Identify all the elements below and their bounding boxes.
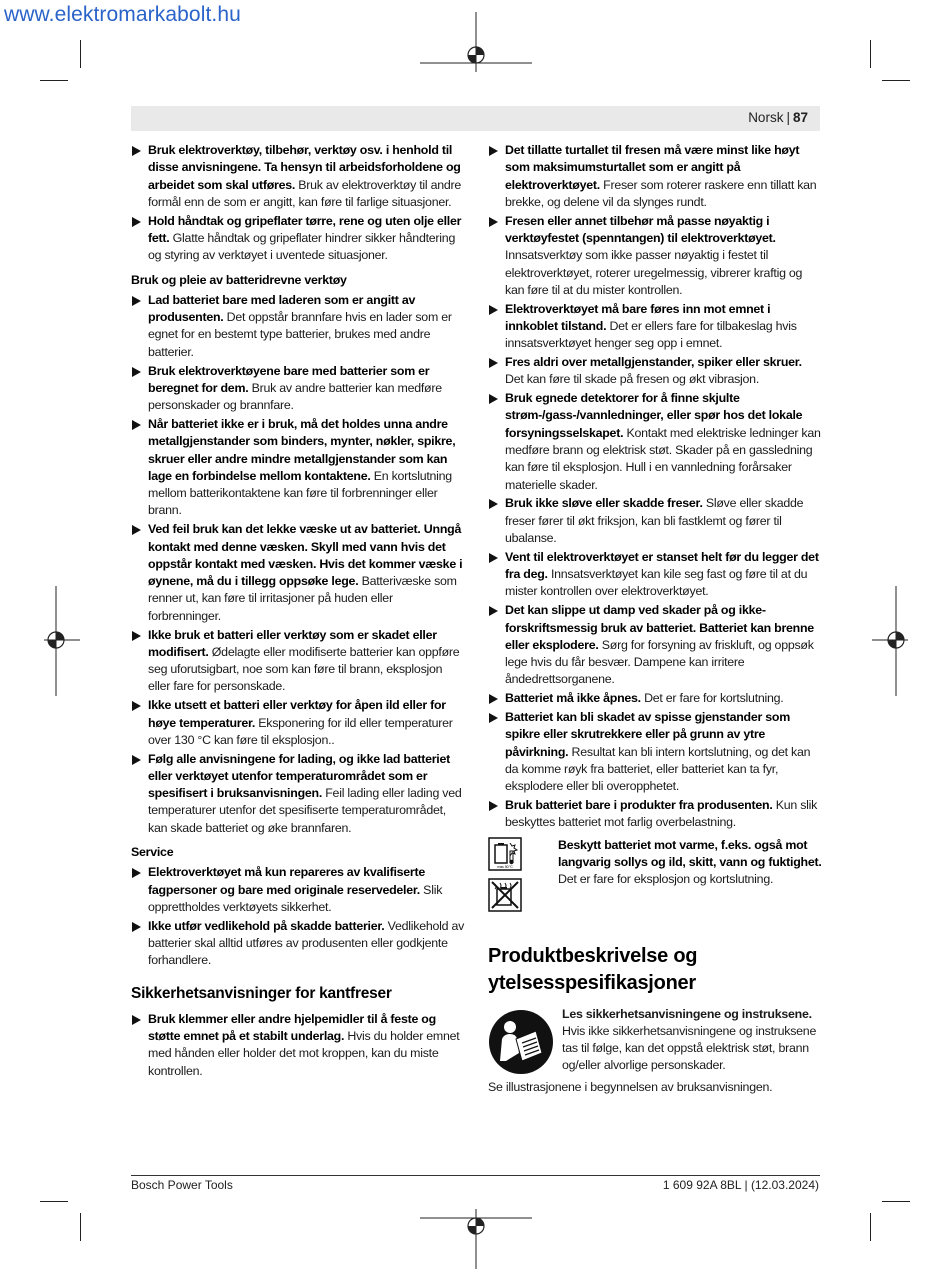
registration-mark-bottom	[420, 1205, 532, 1269]
list-item: Det kan slippe ut damp ved skader på og ikke-forskriftsmessig bruk av batteriet. Batteriet kan brenne eller eksplodere. Sørg for forsyning av friskluft, og oppsøk lege hvis du får besvær. Dampene kan irritere åndedrettsorganene.	[488, 602, 822, 688]
bullet-arrow-icon	[489, 694, 498, 704]
list-item: Elektroverktøyet må bare føres inn mot emnet i innkoblet tilstand. Det er ellers fare for tilbakeslag hvis innsatsverktøyet henger seg opp i emnet.	[488, 301, 822, 353]
list-item: Hold håndtak og gripeflater tørre, rene og uten olje eller fett. Glatte håndtak og gripeflater hindrer sikker håndtering og styring av verktøyet i uventede situasjoner.	[131, 213, 467, 265]
registration-mark-top	[420, 12, 532, 76]
service-heading: Service	[131, 845, 174, 860]
footer-document-id: 1 609 92A 8BL | (12.03.2024)	[662, 1178, 819, 1192]
page-number: 87	[792, 110, 808, 125]
bullet-arrow-icon	[489, 305, 498, 315]
registration-mark-left	[36, 586, 80, 696]
battery-care-heading: Bruk og pleie av batteridrevne verktøy	[131, 272, 347, 287]
list-item: Vent til elektroverktøyet er stanset helt før du legger det fra deg. Innsatsverktøyet kan kile seg fast og føre til at du mister kontrollen over elektroverktøyet.	[488, 549, 822, 601]
read-manual-text: Les sikkerhetsanvisningene og instruksene. Hvis ikke sikkerhetsanvisningene og instruksene tas til følge, kan det oppstå elektrisk støt, brann og/eller alvorlige personskader.	[562, 1006, 817, 1073]
crop-mark	[870, 1213, 871, 1241]
bullet-arrow-icon	[489, 217, 498, 227]
list-item: Bruk klemmer eller andre hjelpemidler til å feste og støtte emnet på et stabilt underlag. Hvis du holder emnet med hånden eller holder det mot kroppen, kan du miste kontrollen.	[131, 1011, 467, 1080]
header-separator: |	[786, 110, 790, 125]
watermark-url[interactable]: www.elektromarkabolt.hu	[4, 3, 241, 26]
footer-divider	[131, 1175, 820, 1176]
list-item: Bruk egnede detektorer for å finne skjulte strøm-/gass-/vannledninger, eller spør hos det lokale forsyningsselskapet. Kontakt med elektriske ledninger kan medføre brann og elektrisk støt. Skader på en gassledning kan føre til eksplosjon. Hull i en vannledning forårsaker materielle skader.	[488, 390, 822, 494]
battery-protect-notice	[488, 837, 822, 919]
bullet-arrow-icon	[132, 217, 141, 227]
bullet-arrow-icon	[489, 713, 498, 723]
read-manual-icon	[488, 1009, 554, 1075]
battery-warning-icons	[488, 837, 558, 919]
bullet-arrow-icon	[132, 296, 141, 306]
list-item: Ikke bruk et batteri eller verktøy som er skadet eller modifisert. Ødelagte eller modifiserte batterier kan oppføre seg uforutsigbart, noe som kan føre til brann, eksplosjon eller fare for personskade.	[131, 627, 467, 696]
bullet-arrow-icon	[489, 553, 498, 563]
bullet-arrow-icon	[132, 701, 141, 711]
bullet-arrow-icon	[489, 499, 498, 509]
bullet-arrow-icon	[489, 801, 498, 811]
crop-mark	[80, 40, 81, 68]
bullet-arrow-icon	[132, 631, 141, 641]
list-item: Batteriet kan bli skadet av spisse gjenstander som spikre eller skrutrekkere eller på grunn av ytre påvirkning. Resultat kan bli intern kortslutning, og det kan da komme røyk fra batteriet, eller batteriet kan ta fyr, eksplodere eller bli overopphetet.	[488, 709, 822, 795]
product-description-heading: Produktbeskrivelse og ytelsesspesifikasjoner	[488, 944, 698, 994]
page-header	[131, 106, 820, 131]
crop-mark	[882, 1201, 910, 1202]
bullet-arrow-icon	[489, 394, 498, 404]
bullet-arrow-icon	[489, 606, 498, 616]
crop-mark	[40, 80, 68, 81]
list-item: Ikke utsett et batteri eller verktøy for åpen ild eller for høye temperaturer. Eksponering for ild eller temperaturer over 130 °C kan føre til eksplosjon..	[131, 697, 467, 749]
crop-mark	[40, 1201, 68, 1202]
list-item: Fresen eller annet tilbehør må passe nøyaktig i verktøyfestet (spenntangen) til elektroverktøyet. Innsatsverktøy som ikke passer nøyaktig i festet til elektroverktøyet, roterer uregelmessig, vibrerer kraftig og kan føre til at du mister kontrollen.	[488, 213, 822, 299]
list-item: Elektroverktøyet må kun repareres av kvalifiserte fagpersoner og bare med originale reservedeler. Slik opprettholdes verktøyets sikkerhet.	[131, 864, 467, 916]
footer-brand: Bosch Power Tools	[131, 1178, 233, 1192]
read-manual-notice	[488, 1006, 822, 1075]
list-item: Ikke utfør vedlikehold på skadde batterier. Vedlikehold av batterier skal alltid utføres av produsenten eller godkjente forhandlere.	[131, 918, 467, 970]
bullet-arrow-icon	[132, 525, 141, 535]
list-item: Fres aldri over metallgjenstander, spiker eller skruer. Det kan føre til skade på fresen og økt vibrasjon.	[488, 354, 822, 389]
header-language: Norsk	[748, 110, 784, 125]
left-column	[131, 142, 467, 1081]
list-item: Når batteriet ikke er i bruk, må det holdes unna andre metallgjenstander som binders, mynter, nøkler, spikre, skruer eller andre mindre metallgjenstander som kan lage en forbindelse mellom kontaktene. En kortslutning mellom batterikontaktene kan føre til forbrenninger eller brann.	[131, 416, 467, 520]
list-item: Bruk batteriet bare i produkter fra produsenten. Kun slik beskyttes batteriet mot farlig overbelastning.	[488, 797, 822, 832]
max-temp-label: max. 50 °C	[497, 864, 513, 869]
crop-mark	[882, 80, 910, 81]
header-text	[748, 110, 808, 125]
list-item: Bruk elektroverktøyene bare med batterier som er beregnet for dem. Bruk av andre batterier kan medføre personskader og brannfare.	[131, 363, 467, 415]
crop-mark	[870, 40, 871, 68]
registration-mark-right	[872, 586, 916, 696]
bullet-arrow-icon	[132, 755, 141, 765]
list-item: Lad batteriet bare med laderen som er angitt av produsenten. Det oppstår brannfare hvis en lader som er egnet for en bestemt type batterier, brukes med andre batterier.	[131, 292, 467, 361]
battery-protect-text: Beskytt batteriet mot varme, f.eks. også mot langvarig sollys og ild, skitt, vann og fuktighet. Det er fare for eksplosjon og kortslutning.	[558, 837, 822, 887]
battery-heat-icon	[488, 837, 522, 871]
bullet-arrow-icon	[132, 367, 141, 377]
bullet-arrow-icon	[132, 922, 141, 932]
bullet-arrow-icon	[132, 868, 141, 878]
list-item: Batteriet må ikke åpnes. Det er fare for kortslutning.	[488, 690, 822, 707]
list-item: Bruk ikke sløve eller skadde freser. Sløve eller skadde freser fører til økt friksjon, kan bli fastklemt og fører til ubalanse.	[488, 495, 822, 547]
no-water-icon	[488, 878, 522, 912]
list-item: Bruk elektroverktøy, tilbehør, verktøy osv. i henhold til disse anvisningene. Ta hensyn til arbeidsforholdene og arbeidet som skal utføres. Bruk av elektroverktøy til andre formål enn de som er angitt, kan føre til farlige situasjoner.	[131, 142, 467, 211]
bullet-arrow-icon	[489, 146, 498, 156]
bullet-arrow-icon	[132, 1015, 141, 1025]
illustration-note: Se illustrasjonene i begynnelsen av bruksanvisningen.	[488, 1079, 773, 1094]
bullet-arrow-icon	[489, 358, 498, 368]
crop-mark	[80, 1213, 81, 1241]
bullet-arrow-icon	[132, 146, 141, 156]
router-safety-heading: Sikkerhetsanvisninger for kantfreser	[131, 984, 392, 1002]
bullet-arrow-icon	[132, 420, 141, 430]
right-column	[488, 142, 822, 1096]
list-item: Ved feil bruk kan det lekke væske ut av batteriet. Unngå kontakt med denne væsken. Skyll med vann hvis det oppstår kontakt med væsken. Hvis det kommer væske i øynene, må du i tillegg oppsøke lege. Batterivæske som renner ut, kan føre til irritasjoner på huden eller forbrenninger.	[131, 521, 467, 625]
list-item: Det tillatte turtallet til fresen må være minst like høyt som maksimumsturtallet som er angitt på elektroverktøyet. Freser som roterer raskere enn tillatt kan brekke, og delene vil da slynges rundt.	[488, 142, 822, 211]
list-item: Følg alle anvisningene for lading, og ikke lad batteriet eller verktøyet utenfor temperaturområdet som er spesifisert i bruksanvisningen. Feil lading eller lading ved temperaturer utenfor det spesifiserte temperaturområdet, kan skade batteriet og øke brannfaren.	[131, 751, 467, 837]
